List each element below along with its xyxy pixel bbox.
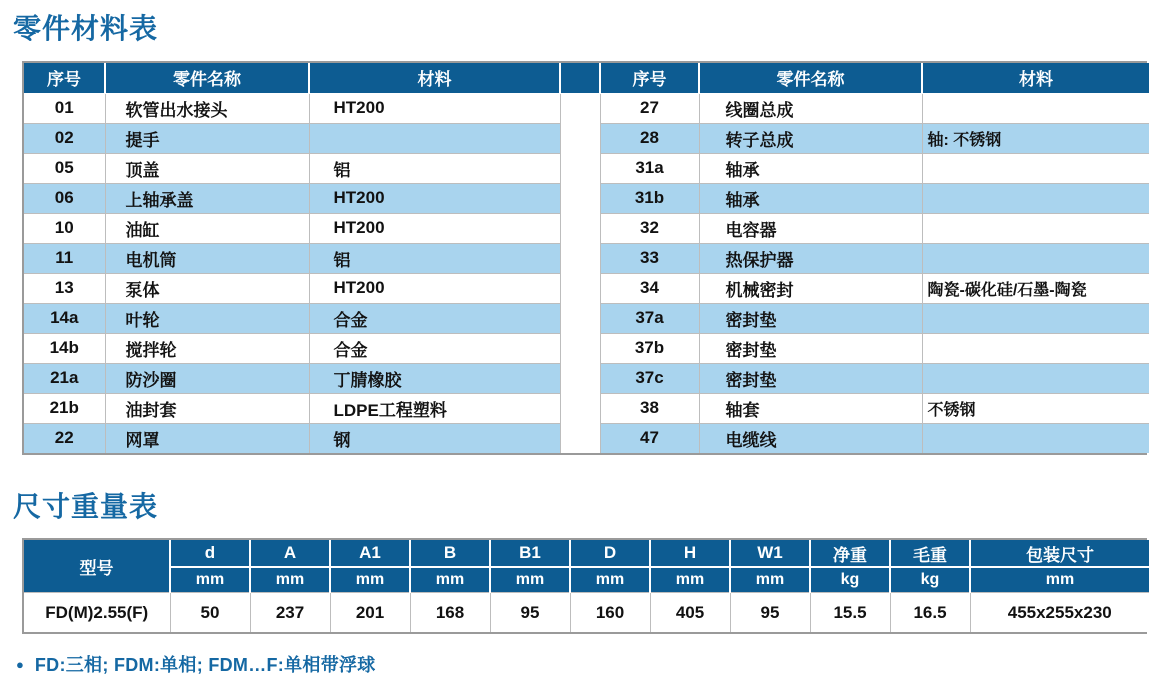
dim-value-cell: 455x255x230 [970,593,1149,633]
table-gap [560,393,600,423]
parts-header-right-material: 材料 [922,63,1149,94]
part-material: 丁腈橡胶 [309,363,560,393]
part-name: 泵体 [105,273,309,303]
table-gap [560,243,600,273]
part-name: 密封垫 [699,333,922,363]
part-name: 轴承 [699,153,922,183]
dim-value-cell: 168 [410,593,490,633]
dim-value-cell: 16.5 [890,593,970,633]
part-name: 油缸 [105,213,309,243]
dims-header-label: A [250,540,330,567]
table-gap [560,273,600,303]
part-material: 陶瓷-碳化硅/石墨-陶瓷 [922,273,1149,303]
part-no: 06 [24,183,105,213]
part-name: 密封垫 [699,363,922,393]
dims-header-unit: mm [570,567,650,593]
part-no: 10 [24,213,105,243]
dims-header-unit: mm [490,567,570,593]
dims-header-unit: mm [730,567,810,593]
part-no: 28 [600,123,699,153]
bullet-icon: ● [16,656,24,672]
parts-header-right-no: 序号 [600,63,699,94]
dims-header-label: d [170,540,250,567]
table-gap [560,333,600,363]
parts-header-left-no: 序号 [24,63,105,94]
part-no: 02 [24,123,105,153]
part-no: 37c [600,363,699,393]
parts-table-row [24,333,1149,363]
part-material: 合金 [309,303,560,333]
part-name: 软管出水接头 [105,93,309,123]
dim-value-cell: 201 [330,593,410,633]
part-material [309,123,560,153]
dim-value-cell: 15.5 [810,593,890,633]
dims-header-unit: kg [810,567,890,593]
part-no: 05 [24,153,105,183]
dim-value-cell: 50 [170,593,250,633]
parts-table-row [24,393,1149,423]
part-name: 电机筒 [105,243,309,273]
part-no: 33 [600,243,699,273]
part-material [922,183,1149,213]
dims-table-header [24,540,1149,593]
model-cell: FD(M)2.55(F) [24,593,170,633]
dim-value-cell: 405 [650,593,730,633]
model-legend-note [16,651,1147,677]
dims-header-label: D [570,540,650,567]
part-no: 37b [600,333,699,363]
dim-value-cell: 95 [490,593,570,633]
part-name: 搅拌轮 [105,333,309,363]
table-gap [560,123,600,153]
parts-table-header [24,63,1149,94]
part-no: 37a [600,303,699,333]
part-name: 转子总成 [699,123,922,153]
part-no: 34 [600,273,699,303]
part-material: HT200 [309,183,560,213]
dims-header-unit: mm [330,567,410,593]
part-name: 叶轮 [105,303,309,333]
part-no: 31a [600,153,699,183]
table-gap [560,183,600,213]
part-no: 47 [600,423,699,453]
part-material: 铝 [309,243,560,273]
part-material: HT200 [309,273,560,303]
part-material: HT200 [309,93,560,123]
part-no: 01 [24,93,105,123]
part-name: 防沙圈 [105,363,309,393]
dims-header-label: H [650,540,730,567]
part-name: 顶盖 [105,153,309,183]
table-gap [560,213,600,243]
part-material [922,423,1149,453]
dimension-weight-table [24,540,1149,632]
part-no: 22 [24,423,105,453]
part-name: 电缆线 [699,423,922,453]
part-name: 提手 [105,123,309,153]
part-material [922,243,1149,273]
dim-value-cell: 160 [570,593,650,633]
dims-header-label: 毛重 [890,540,970,567]
part-material: 轴: 不锈钢 [922,123,1149,153]
parts-table-row [24,273,1149,303]
part-no: 38 [600,393,699,423]
parts-table-row [24,423,1149,453]
parts-table-row [24,213,1149,243]
part-material: 不锈钢 [922,393,1149,423]
part-no: 32 [600,213,699,243]
part-name: 密封垫 [699,303,922,333]
part-name: 电容器 [699,213,922,243]
part-material: 铝 [309,153,560,183]
dim-value-cell: 95 [730,593,810,633]
part-no: 13 [24,273,105,303]
table-gap [560,423,600,453]
part-material: HT200 [309,213,560,243]
part-material [922,213,1149,243]
parts-header-left-name: 零件名称 [105,63,309,94]
model-legend-text: FD:三相; FDM:单相; FDM…F:单相带浮球 [34,655,376,676]
dims-header-unit: kg [890,567,970,593]
parts-table-row [24,243,1149,273]
dims-header-unit: mm [970,567,1149,593]
parts-table-row [24,153,1149,183]
parts-material-table [24,63,1149,453]
parts-header-right-name: 零件名称 [699,63,922,94]
dims-header-label: A1 [330,540,410,567]
part-no: 27 [600,93,699,123]
table-gap [560,303,600,333]
part-name: 网罩 [105,423,309,453]
dims-header-label: 包装尺寸 [970,540,1149,567]
part-no: 21a [24,363,105,393]
part-material [922,363,1149,393]
part-material: LDPE工程塑料 [309,393,560,423]
part-no: 14b [24,333,105,363]
parts-table-wrapper [22,61,1147,455]
dims-header-label: 净重 [810,540,890,567]
part-material [922,333,1149,363]
part-no: 31b [600,183,699,213]
table-gap [560,93,600,123]
dims-header-label: B [410,540,490,567]
dims-table-row [24,593,1149,633]
dims-table-wrapper [22,538,1147,634]
part-material [922,153,1149,183]
dim-value-cell: 237 [250,593,330,633]
part-name: 轴套 [699,393,922,423]
dims-header-unit: mm [170,567,250,593]
dims-header-label: B1 [490,540,570,567]
table-gap [560,153,600,183]
part-name: 上轴承盖 [105,183,309,213]
parts-table-row [24,303,1149,333]
part-name: 油封套 [105,393,309,423]
dims-header-unit: mm [410,567,490,593]
part-material [922,93,1149,123]
part-no: 14a [24,303,105,333]
parts-table-row [24,363,1149,393]
dims-header-unit: mm [650,567,730,593]
part-name: 机械密封 [699,273,922,303]
dims-header-model: 型号 [24,540,170,593]
part-material: 合金 [309,333,560,363]
parts-table-row [24,183,1149,213]
part-material: 钢 [309,423,560,453]
part-name: 轴承 [699,183,922,213]
part-no: 11 [24,243,105,273]
parts-table-row [24,93,1149,123]
dims-header-unit: mm [250,567,330,593]
part-name: 热保护器 [699,243,922,273]
parts-table-row [24,123,1149,153]
parts-header-left-material: 材料 [309,63,560,94]
part-no: 21b [24,393,105,423]
dims-table-title: 尺寸重量表 [13,490,159,522]
part-name: 线圈总成 [699,93,922,123]
parts-header-spacer [560,63,600,94]
dims-header-label: W1 [730,540,810,567]
parts-table-title: 零件材料表 [13,13,159,44]
part-material [922,303,1149,333]
table-gap [560,363,600,393]
